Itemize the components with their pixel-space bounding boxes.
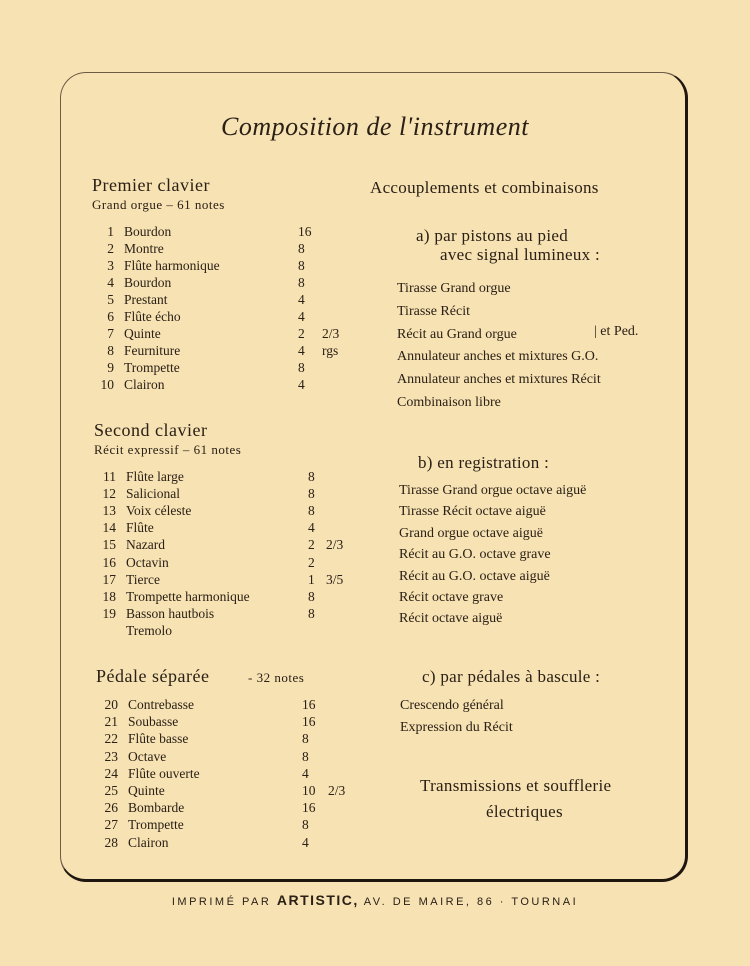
stop-number: 16 <box>102 554 116 570</box>
stop-footage: 8 <box>308 503 315 519</box>
stop-number: 15 <box>102 537 116 553</box>
stop-name: Trompette <box>124 360 180 375</box>
combination-item: Combinaison libre <box>397 395 501 410</box>
stop-footage: 8 <box>298 360 305 375</box>
stop-name: Octave <box>128 748 167 764</box>
stop-name: Tierce <box>126 571 160 587</box>
combination-item: Grand orgue octave aiguë <box>399 525 543 541</box>
combination-item: Tirasse Grand orgue octave aiguë <box>399 483 587 498</box>
stop-number: 17 <box>102 571 116 587</box>
stop-number: 25 <box>104 783 118 798</box>
printer-footer <box>0 892 750 908</box>
stop-number: 10 <box>100 377 114 392</box>
stop-number: 11 <box>103 469 116 484</box>
stop-footage: 8 <box>308 486 315 502</box>
stop-footage: 2 <box>308 554 315 570</box>
stop-number: 2 <box>107 241 114 256</box>
stop-number: 28 <box>104 834 118 850</box>
stop-name: Bombarde <box>128 800 185 816</box>
second-title: Second clavier <box>94 420 208 440</box>
stop-footage: 4 <box>308 520 315 536</box>
pedale-subtitle: - 32 notes <box>248 670 305 685</box>
stop-number: 1 <box>107 224 114 239</box>
combination-item: Annulateur anches et mixtures Récit <box>397 372 601 388</box>
stop-name: Nazard <box>126 537 165 553</box>
section-c-heading: c) par pédales à bascule : <box>422 667 601 686</box>
stop-name: Trompette <box>128 817 184 833</box>
stop-extra: 2/3 <box>326 537 344 553</box>
premier-title: Premier clavier <box>92 175 210 195</box>
combination-item: Récit au G.O. octave grave <box>399 547 551 563</box>
section-a-line1: a) par pistons au pied <box>416 226 569 245</box>
combination-item: Crescendo général <box>400 698 504 713</box>
stop-number: 20 <box>104 697 118 712</box>
combination-item: Tirasse Grand orgue <box>397 281 511 296</box>
stop-number: 21 <box>104 714 118 730</box>
stop-number: 14 <box>102 520 116 536</box>
stop-number: 27 <box>104 817 118 833</box>
premier-subtitle: Grand orgue – 61 notes <box>92 197 225 212</box>
section-a-line2: avec signal lumineux : <box>440 245 601 264</box>
stop-name: Flûte large <box>126 469 184 484</box>
stop-footage: 8 <box>308 588 315 604</box>
stop-name: Prestant <box>124 292 168 307</box>
section-a-item3-suffix: | et Ped. <box>594 324 639 339</box>
combination-item: Annulateur anches et mixtures G.O. <box>397 349 599 365</box>
stop-footage: 8 <box>308 605 315 621</box>
stop-footage: 4 <box>302 765 309 781</box>
stop-footage: 1 <box>308 571 315 587</box>
stop-extra: 2/3 <box>322 326 340 341</box>
stop-name: Feurniture <box>124 343 181 358</box>
stop-name: Flûte basse <box>128 731 189 747</box>
stop-name: Contrebasse <box>128 697 194 712</box>
stop-name: Basson hautbois <box>126 605 215 621</box>
footer-suffix: AV. DE MAIRE, 86 · TOURNAI <box>363 896 579 908</box>
stop-footage: 8 <box>308 469 315 484</box>
stop-number: 5 <box>107 292 114 307</box>
stop-extra: rgs <box>322 343 339 358</box>
combination-item: Récit octave grave <box>399 590 504 605</box>
stop-number: 8 <box>107 343 114 358</box>
combination-item: Récit au G.O. octave aiguë <box>399 568 550 584</box>
stop-number: 13 <box>102 503 116 519</box>
pedale-title: Pédale séparée <box>96 666 210 686</box>
combination-item: Tirasse Récit octave aiguë <box>399 504 546 520</box>
stop-name: Tremolo <box>126 622 173 638</box>
stop-name: Bourdon <box>124 275 172 290</box>
combination-item: Expression du Récit <box>400 720 513 735</box>
stop-name: Montre <box>124 241 164 256</box>
stop-number: 23 <box>104 748 118 764</box>
stop-name: Flûte harmonique <box>124 258 220 273</box>
stop-footage: 4 <box>298 343 305 358</box>
stop-footage: 4 <box>298 309 305 324</box>
stop-number: 26 <box>104 800 118 816</box>
stop-footage: 8 <box>302 731 309 747</box>
stop-number: 19 <box>102 605 116 621</box>
stop-number: 24 <box>104 765 118 781</box>
stop-name: Salicional <box>126 486 180 502</box>
stop-name: Clairon <box>128 834 169 850</box>
stop-name: Trompette harmonique <box>126 588 250 604</box>
stop-footage: 16 <box>302 714 316 730</box>
stop-name: Soubasse <box>128 714 179 730</box>
transmission-line1: Transmissions et soufflerie <box>420 776 612 795</box>
stop-footage: 10 <box>302 783 316 798</box>
stop-footage: 4 <box>298 377 305 392</box>
stop-footage: 2 <box>308 537 315 553</box>
stop-number: 4 <box>107 275 114 290</box>
footer-prefix: IMPRIMÉ PAR <box>171 896 272 908</box>
stop-extra: 2/3 <box>328 783 346 798</box>
stop-footage: 16 <box>298 224 312 239</box>
stop-footage: 4 <box>298 292 305 307</box>
stop-footage: 16 <box>302 800 316 816</box>
combination-item: Récit au Grand orgue <box>397 326 517 342</box>
stop-number: 3 <box>107 258 114 273</box>
stop-name: Flûte ouverte <box>128 765 200 781</box>
stop-number: 18 <box>102 588 116 604</box>
stop-number: 6 <box>107 309 114 324</box>
stop-footage: 4 <box>302 834 309 850</box>
stop-footage: 2 <box>298 326 305 341</box>
stop-name: Voix céleste <box>126 503 192 519</box>
stop-footage: 8 <box>298 275 305 290</box>
stop-name: Quinte <box>124 326 161 341</box>
stop-number: 12 <box>102 486 116 502</box>
stop-footage: 8 <box>298 241 305 256</box>
section-b-heading: b) en registration : <box>418 453 550 472</box>
stop-number: 9 <box>107 360 114 375</box>
stop-number: 7 <box>107 326 114 341</box>
stop-footage: 16 <box>302 697 316 712</box>
stop-name: Clairon <box>124 377 165 392</box>
stop-footage: 8 <box>302 817 309 833</box>
stop-name: Quinte <box>128 783 165 798</box>
combination-item: Tirasse Récit <box>397 303 470 319</box>
right-heading: Accouplements et combinaisons <box>370 178 599 197</box>
stop-extra: 3/5 <box>326 571 344 587</box>
stop-number: 22 <box>104 731 118 747</box>
stop-name: Flûte <box>126 520 154 536</box>
page-title: Composition de l'instrument <box>221 112 529 141</box>
stop-footage: 8 <box>298 258 305 273</box>
footer-brand: ARTISTIC, <box>276 892 359 908</box>
combination-item: Récit octave aiguë <box>399 611 503 627</box>
transmission-line2: électriques <box>486 802 563 821</box>
stop-name: Octavin <box>126 554 169 570</box>
stop-name: Flûte écho <box>124 309 181 324</box>
stop-name: Bourdon <box>124 224 172 239</box>
second-subtitle: Récit expressif – 61 notes <box>94 442 242 457</box>
stop-footage: 8 <box>302 748 309 764</box>
